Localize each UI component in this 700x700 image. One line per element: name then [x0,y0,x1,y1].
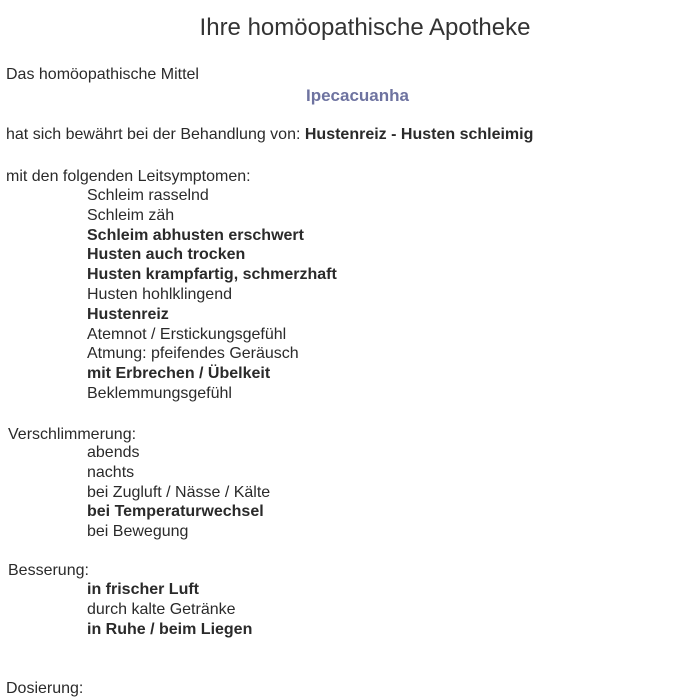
improvement-item: in frischer Luft [87,581,200,598]
symptoms-item: Husten hohlklingend [87,286,232,303]
intro-text: Das homöopathische Mittel [6,66,199,83]
symptoms-item: Schleim rasselnd [87,187,209,204]
symptoms-item: Atemnot / Erstickungsgefühl [87,325,287,343]
dosage-heading: Dosierung: [6,680,84,697]
symptoms-item: Schleim zäh [87,206,175,224]
remedy-name: Ipecacuanha [306,86,409,105]
symptoms-item: Husten krampfartig, schmerzhaft [87,266,337,284]
symptoms-item: Beklemmungsgefühl [87,385,232,402]
worsening-item: bei Bewegung [87,523,189,541]
symptoms-item: Schleim abhusten erschwert [87,226,304,244]
improvement-item: durch kalte Getränke [87,600,236,618]
improvement-heading: Besserung: [8,562,89,579]
worsening-heading: Verschlimmerung: [8,426,137,443]
indication-line [6,126,533,144]
worsening-item: abends [87,444,140,461]
symptoms-heading: mit den folgenden Leitsymptomen: [6,168,251,185]
symptoms-item: Atmung: pfeifendes Geräusch [87,345,299,363]
symptoms-item: Husten auch trocken [87,246,246,264]
worsening-item: bei Zugluft / Nässe / Kälte [87,483,271,501]
improvement-item: in Ruhe / beim Liegen [87,620,253,638]
symptoms-item: Hustenreiz [87,305,169,323]
symptoms-item: mit Erbrechen / Übelkeit [87,365,271,383]
worsening-item: nachts [87,463,135,481]
document-title: Ihre homöopathische Apotheke [199,14,531,41]
indication: Hustenreiz - Husten schleimig [304,126,534,143]
worsening-item: bei Temperaturwechsel [87,503,264,521]
indication-prefix: hat sich bewährt bei der Behandlung von: [6,126,301,143]
